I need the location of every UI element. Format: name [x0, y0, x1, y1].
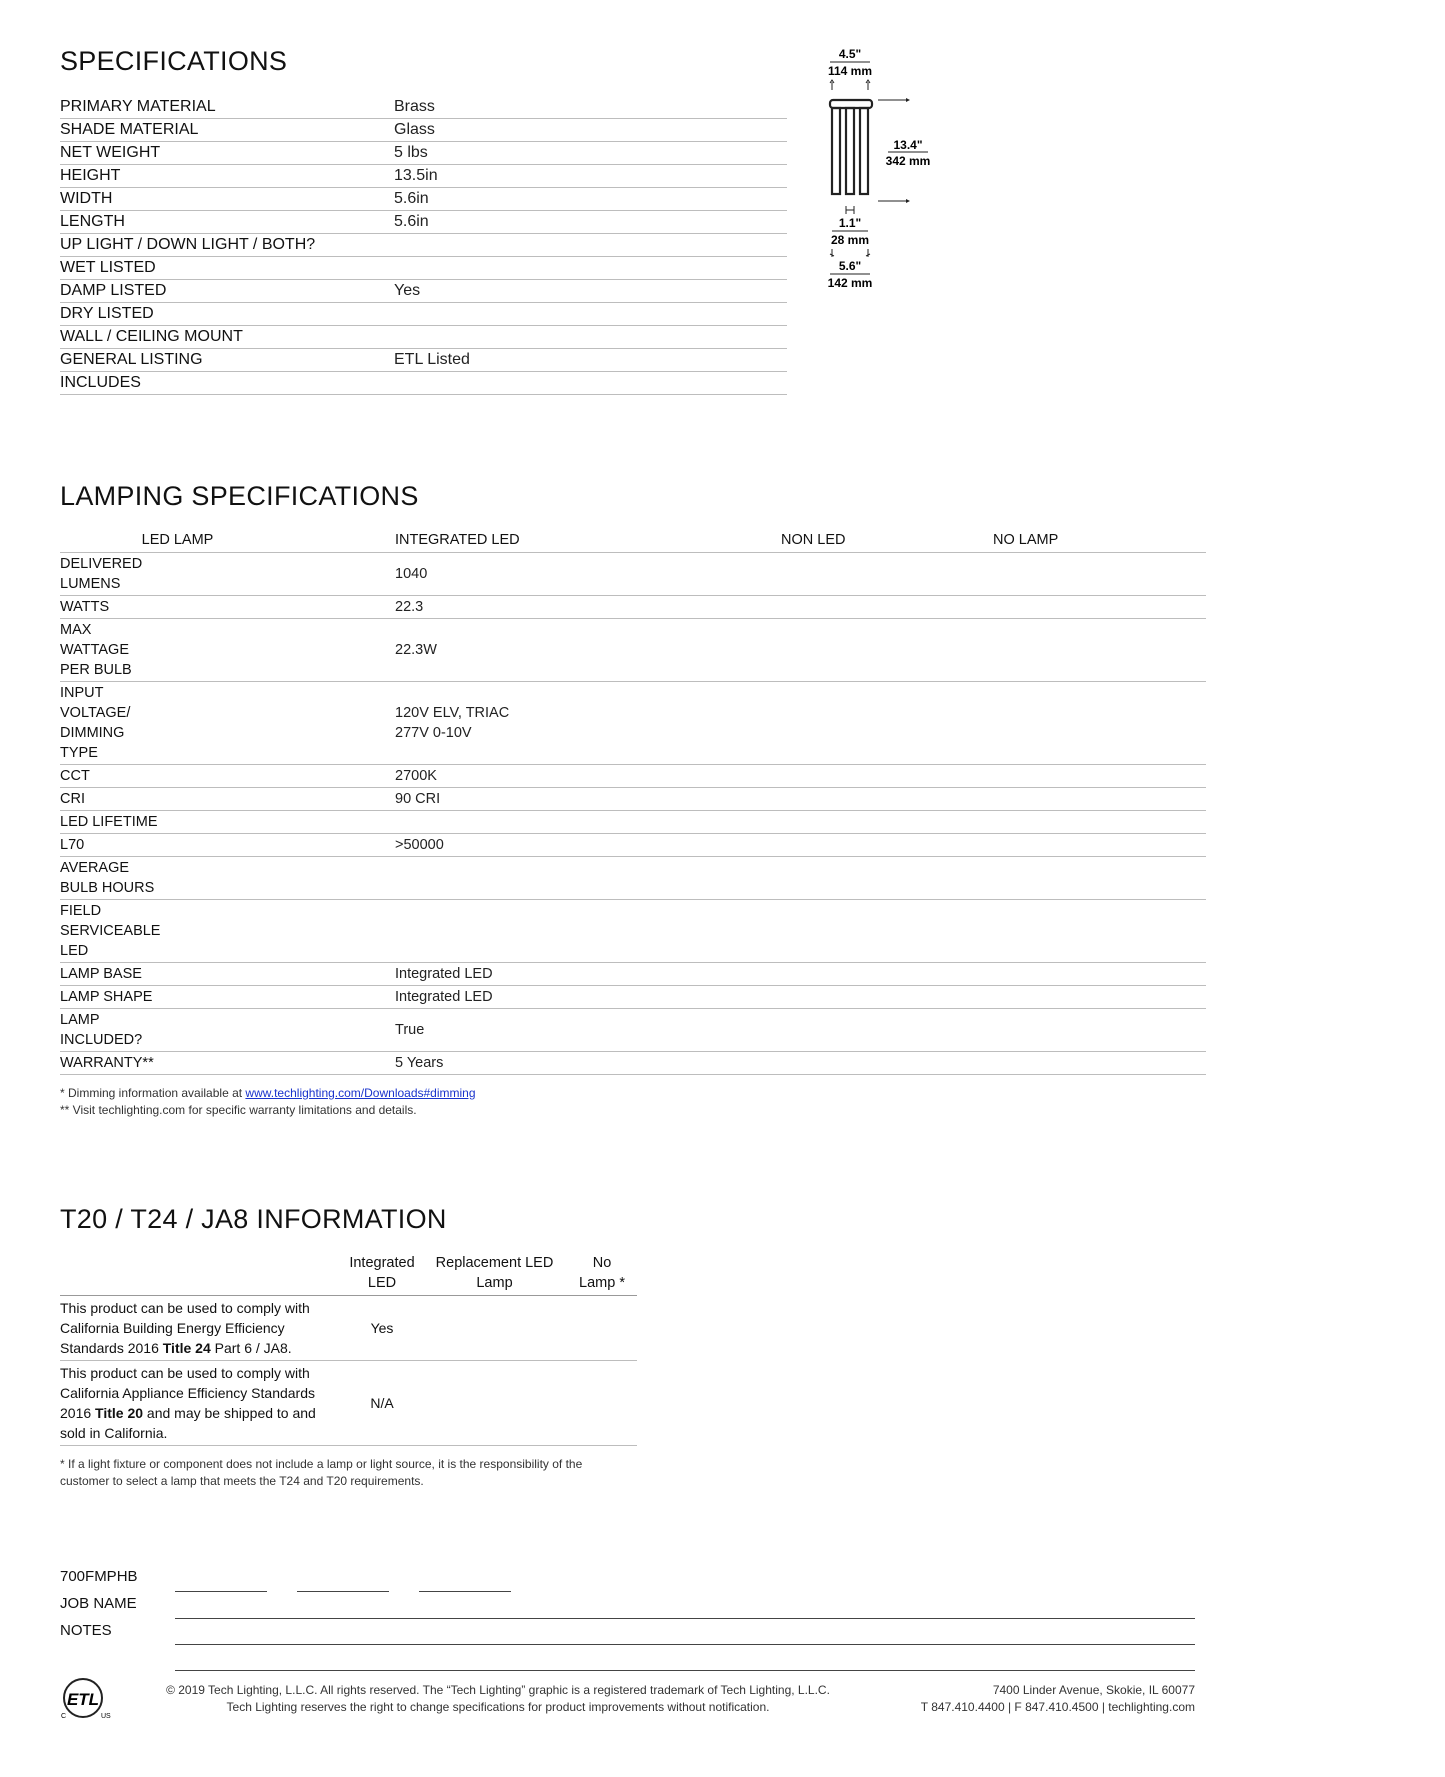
lamping-label: L70: [60, 837, 85, 853]
spec-value: 13.5in: [394, 167, 438, 184]
lamping-value: 2700K: [395, 768, 437, 784]
lamping-value: 90 CRI: [395, 791, 441, 807]
spec-label: WET LISTED: [60, 259, 156, 276]
lamping-label: LAMP BASE: [60, 966, 142, 982]
spec-row: [60, 142, 787, 165]
lamping-value: True: [395, 1022, 425, 1038]
t20-row-text: This product can be used to comply with California Appliance Efficiency Standards 2016 Title 20 and may be shipped to and sold in California.: [60, 1365, 316, 1441]
lamping-label: INPUT VOLTAGE/ DIMMING TYPE: [60, 685, 131, 761]
specifications-table: [60, 96, 787, 395]
spec-label: LENGTH: [60, 213, 125, 230]
width-mm-label: 114 mm: [827, 64, 873, 78]
lamping-header-row: [60, 528, 1206, 553]
spec-value: Brass: [394, 98, 435, 115]
height-mm-label: 342 mm: [885, 154, 931, 168]
model-blank-1[interactable]: [175, 1591, 267, 1592]
lamping-row: [60, 596, 1206, 619]
t20-row-text: This product can be used to comply with California Building Energy Efficiency Standards 2016 Title 24 Part 6 / JA8.: [60, 1300, 310, 1356]
dimming-link[interactable]: www.techlighting.com/Downloads#dimming: [245, 1086, 476, 1100]
spec-label: WIDTH: [60, 190, 113, 207]
lamping-label: LAMP INCLUDED?: [60, 1012, 143, 1048]
spec-row: [60, 165, 787, 188]
svg-text:ETL: ETL: [66, 1690, 100, 1709]
footer-contact: [860, 1682, 1195, 1716]
lamping-label: DELIVERED LUMENS: [60, 556, 143, 592]
spec-label: GENERAL LISTING: [60, 351, 203, 368]
lamping-row: [60, 619, 1206, 682]
lamping-row: [60, 963, 1206, 986]
lamping-label: WATTS: [60, 599, 110, 615]
spec-label: INCLUDES: [60, 374, 141, 391]
lamping-row: [60, 986, 1206, 1009]
spec-row: [60, 349, 787, 372]
header-non-led: NON LED: [781, 532, 846, 548]
t20-title: T20 / T24 / JA8 INFORMATION: [60, 1204, 447, 1234]
etl-logo: [58, 1674, 116, 1722]
spec-label: PRIMARY MATERIAL: [60, 98, 216, 115]
t20-header-integrated: Integrated LED: [349, 1255, 415, 1291]
spec-row: [60, 96, 787, 119]
specifications-title: SPECIFICATIONS: [60, 46, 288, 76]
t20-row-title24: [60, 1296, 637, 1361]
svg-text:C: C: [61, 1713, 67, 1720]
lamping-label: CCT: [60, 768, 90, 784]
spec-value: 5.6in: [394, 190, 429, 207]
lamping-row: [60, 788, 1206, 811]
job-name-line[interactable]: [175, 1618, 1195, 1619]
lamping-row: [60, 1052, 1206, 1075]
lamping-table: [60, 528, 1206, 1119]
spec-value: Yes: [394, 282, 421, 299]
spec-value: ETL Listed: [394, 351, 470, 368]
t20-header-row: [60, 1253, 637, 1296]
copyright-text: © 2019 Tech Lighting, L.L.C. All rights reserved. The “Tech Lighting” graphic is a registered trademark of Tech Lighting, L.L.C.: [166, 1683, 830, 1697]
spec-label: NET WEIGHT: [60, 144, 161, 161]
address-text: 7400 Linder Avenue, Skokie, IL 60077: [992, 1683, 1195, 1697]
fixture-tube: [860, 108, 868, 194]
lamping-row: [60, 553, 1206, 596]
model-blank-2[interactable]: [297, 1591, 389, 1592]
t20-row-value: N/A: [370, 1395, 394, 1411]
model-blank-3[interactable]: [419, 1591, 511, 1592]
dimming-footnote-text: * Dimming information available at: [60, 1086, 246, 1100]
spec-row: [60, 372, 787, 395]
spec-value: 5 lbs: [394, 144, 428, 161]
spec-row: [60, 234, 787, 257]
warranty-footnote: ** Visit techlighting.com for specific warranty limitations and details.: [60, 1103, 417, 1117]
notes-label: NOTES: [60, 1622, 112, 1639]
lamping-value: 120V ELV, TRIAC 277V 0-10V: [395, 705, 510, 741]
spec-value: 5.6in: [394, 213, 429, 230]
lamping-row: [60, 765, 1206, 788]
lamping-label: MAX WATTAGE PER BULB: [60, 622, 132, 678]
t20-row-title20: [60, 1361, 637, 1446]
spec-row: [60, 280, 787, 303]
tube-in-label: 1.1": [838, 216, 862, 230]
spec-label: DAMP LISTED: [60, 282, 167, 299]
job-name-label: JOB NAME: [60, 1595, 137, 1612]
spec-label: HEIGHT: [60, 167, 121, 184]
lamping-value: 1040: [395, 566, 428, 582]
lamping-value: 22.3W: [395, 642, 437, 658]
lamping-row: [60, 900, 1206, 963]
lamping-label: LAMP SHAPE: [60, 989, 153, 1005]
svg-text:US: US: [101, 1713, 111, 1720]
spec-label: WALL / CEILING MOUNT: [60, 328, 243, 345]
lamping-value: >50000: [395, 837, 444, 853]
fixture-tube: [846, 108, 854, 194]
lamping-label: WARRANTY**: [60, 1055, 154, 1071]
header-no-lamp: NO LAMP: [993, 532, 1059, 548]
lamping-row: [60, 1009, 1206, 1052]
t20-row-value: Yes: [370, 1320, 394, 1336]
fixture-canopy: [830, 100, 872, 108]
spec-row: [60, 257, 787, 280]
lamping-title: LAMPING SPECIFICATIONS: [60, 481, 419, 511]
spec-row: [60, 188, 787, 211]
base-in-label: 5.6": [838, 259, 862, 273]
lamping-label: LED LIFETIME: [60, 814, 158, 830]
spec-label: SHADE MATERIAL: [60, 121, 199, 138]
header-led-lamp: LED LAMP: [141, 532, 214, 548]
t20-table: [60, 1253, 637, 1490]
model-number: 700FMPHB: [60, 1568, 138, 1585]
lamping-value: 5 Years: [395, 1055, 444, 1071]
spec-label: UP LIGHT / DOWN LIGHT / BOTH?: [60, 236, 316, 253]
lamping-row: [60, 857, 1206, 900]
dimming-footnote: [60, 1085, 1206, 1102]
base-mm-label: 142 mm: [827, 276, 873, 290]
header-integrated-led: INTEGRATED LED: [395, 532, 520, 548]
lamping-value: Integrated LED: [395, 989, 493, 1005]
t20-header-no-lamp: No Lamp *: [579, 1255, 625, 1291]
fixture-tube: [832, 108, 840, 194]
spec-row: [60, 326, 787, 349]
spec-row: [60, 119, 787, 142]
height-in-label: 13.4": [893, 138, 923, 152]
spec-label: DRY LISTED: [60, 305, 154, 322]
spec-row: [60, 211, 787, 234]
lamping-value: Integrated LED: [395, 966, 493, 982]
notes-line-2[interactable]: [175, 1670, 1195, 1671]
lamping-row: [60, 811, 1206, 834]
t20-header-replacement: Replacement LED Lamp: [435, 1255, 554, 1291]
lamping-row: [60, 834, 1206, 857]
spec-value: Glass: [394, 121, 435, 138]
contact-text: T 847.410.4400 | F 847.410.4500 | techlighting.com: [920, 1700, 1195, 1714]
footer-copyright: [148, 1682, 848, 1716]
width-in-label: 4.5": [838, 47, 862, 61]
t20-footnote: * If a light fixture or component does not include a lamp or light source, it is the responsibility of the customer to select a lamp that meets the T24 and T20 requirements.: [60, 1457, 583, 1488]
spec-row: [60, 303, 787, 326]
notes-line-1[interactable]: [175, 1644, 1195, 1645]
lamping-label: FIELD SERVICEABLE LED: [60, 903, 161, 959]
lamping-label: CRI: [60, 791, 85, 807]
tube-mm-label: 28 mm: [830, 233, 870, 247]
fixture-dimension-diagram: [820, 44, 950, 304]
lamping-value: 22.3: [395, 599, 424, 615]
lamping-row: [60, 682, 1206, 765]
rights-text: Tech Lighting reserves the right to change specifications for product improvements without notification.: [226, 1700, 770, 1714]
lamping-label: AVERAGE BULB HOURS: [60, 860, 155, 896]
